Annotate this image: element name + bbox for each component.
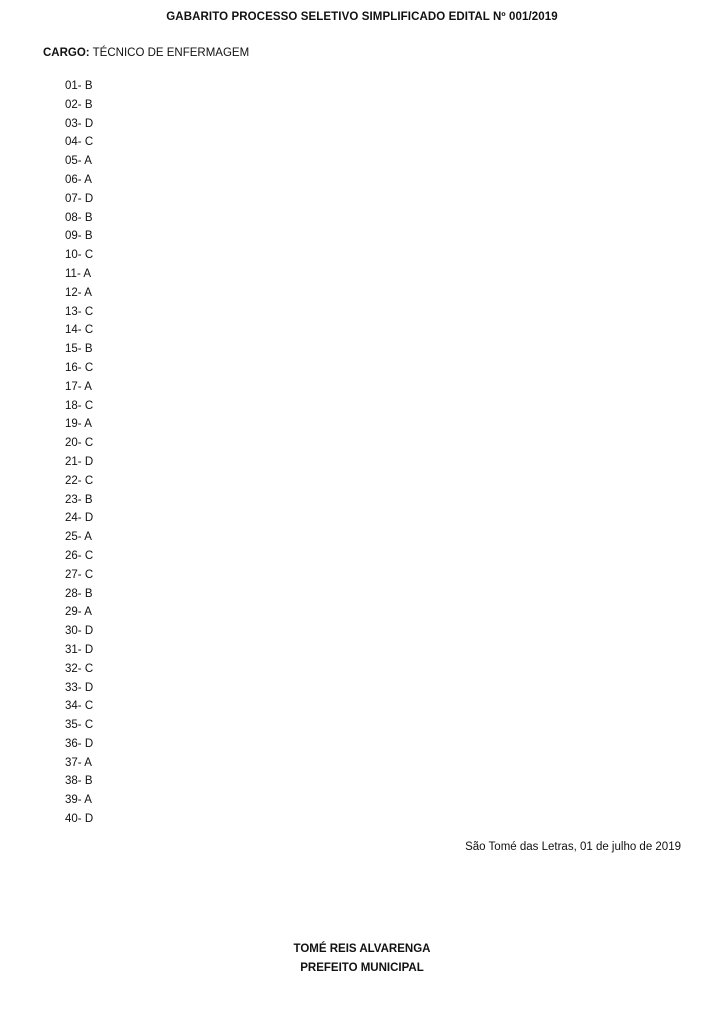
question-number: 34- [65,700,82,713]
question-number: 35- [65,719,82,732]
question-number: 23- [65,493,82,506]
answer-letter: B [84,211,93,224]
answer-letter: D [84,455,94,468]
question-number: 40- [65,813,82,826]
question-number: 32- [65,662,82,675]
answer-item [65,791,93,810]
answer-letter: D [84,512,94,525]
answer-letter: A [84,606,92,619]
question-number: 07- [65,192,82,205]
answer-item [65,472,93,491]
answer-letter: A [84,155,92,168]
answer-letter: A [84,380,92,393]
question-number: 14- [65,324,82,337]
answer-item [65,434,93,453]
answer-item [65,340,93,359]
question-number: 26- [65,549,82,562]
answer-item [65,115,93,134]
answer-letter: D [84,192,94,205]
answer-item [65,415,93,434]
signature-name: TOMÉ REIS ALVARENGA [293,943,431,955]
answer-item [65,96,93,115]
answer-item [65,133,93,152]
answer-letter: C [84,568,94,581]
answer-letter: A [84,531,92,544]
answer-letter: C [84,324,94,337]
answer-letter: A [84,756,92,769]
question-number: 33- [65,681,82,694]
question-number: 13- [65,305,82,318]
question-number: 31- [65,643,82,656]
question-number: 30- [65,625,82,638]
answer-item [65,171,93,190]
answer-letter: D [84,643,94,656]
answer-item [65,321,93,340]
answer-letter: B [84,587,93,600]
date-line: São Tomé das Letras, 01 de julho de 2019 [465,841,681,853]
answer-item [65,284,93,303]
question-number: 10- [65,249,82,262]
question-number: 03- [65,117,82,130]
answer-item [65,735,93,754]
answer-item [65,453,93,472]
answer-letter: B [84,80,93,92]
signature-role: PREFEITO MUNICIPAL [300,962,424,974]
question-number: 36- [65,737,82,750]
answer-letter: C [84,399,94,412]
answer-letter: C [84,249,94,262]
answer-item [65,77,93,96]
answer-letter: C [84,719,94,732]
question-number: 08- [65,211,82,224]
answer-item [65,190,93,209]
answer-letter: C [84,662,94,675]
answer-item [65,227,93,246]
question-number: 09- [65,230,82,243]
answer-key-list [65,77,93,829]
question-number: 21- [65,455,82,468]
question-number: 24- [65,512,82,525]
answer-item [65,660,93,679]
question-number: 37- [65,756,82,769]
answer-item [65,772,93,791]
answer-letter: A [84,286,92,299]
answer-item [65,641,93,660]
cargo-value: TÉCNICO DE ENFERMAGEM [92,47,250,59]
answer-letter: D [84,117,94,130]
signature-block [0,940,724,978]
question-number: 05- [65,155,82,168]
answer-letter: C [84,474,94,487]
answer-letter: C [84,305,94,318]
answer-item [65,509,93,528]
answer-letter: C [84,136,94,149]
answer-letter: B [84,493,93,506]
answer-letter: C [84,700,94,713]
answer-letter: A [83,267,92,280]
answer-item [65,152,93,171]
answer-item [65,566,93,585]
answer-item [65,622,93,641]
question-number: 17- [65,380,82,393]
answer-item [65,303,93,322]
answer-item [65,397,93,416]
answer-item [65,754,93,773]
answer-item [65,697,93,716]
question-number: 11- [65,267,81,280]
question-number: 20- [65,437,82,450]
answer-letter: A [84,173,92,186]
answer-letter: C [84,437,94,450]
question-number: 39- [65,794,82,807]
answer-item [65,716,93,735]
answer-item [65,209,93,228]
cargo-line [43,47,249,59]
answer-item [65,359,93,378]
question-number: 15- [65,343,82,356]
answer-item [65,585,93,604]
answer-item [65,491,93,510]
answer-letter: D [84,681,94,694]
answer-item [65,378,93,397]
question-number: 16- [65,361,82,374]
question-number: 18- [65,399,82,412]
answer-item [65,265,93,284]
question-number: 22- [65,474,82,487]
answer-letter: B [84,98,93,111]
question-number: 38- [65,775,82,788]
question-number: 28- [65,587,82,600]
answer-letter: C [84,361,94,374]
answer-letter: D [84,737,94,750]
answer-letter: C [84,549,94,562]
answer-letter: B [84,343,93,356]
answer-item [65,810,93,829]
question-number: 02- [65,98,82,111]
answer-letter: A [84,418,92,431]
question-number: 19- [65,418,82,431]
answer-item [65,246,93,265]
question-number: 29- [65,606,82,619]
answer-item [65,603,93,622]
question-number: 12- [65,286,82,299]
question-number: 27- [65,568,82,581]
question-number: 25- [65,531,82,544]
cargo-label: CARGO: [43,47,90,59]
answer-item [65,528,93,547]
question-number: 04- [65,136,82,149]
answer-letter: D [84,625,94,638]
answer-letter: B [84,775,93,788]
question-number: 06- [65,173,82,186]
document-title: GABARITO PROCESSO SELETIVO SIMPLIFICADO EDITAL Nº 001/2019 [166,11,558,23]
answer-item [65,679,93,698]
answer-letter: B [84,230,93,243]
answer-letter: D [84,813,94,826]
answer-letter: A [84,794,92,807]
question-number: 01- [65,80,82,92]
answer-item [65,547,93,566]
